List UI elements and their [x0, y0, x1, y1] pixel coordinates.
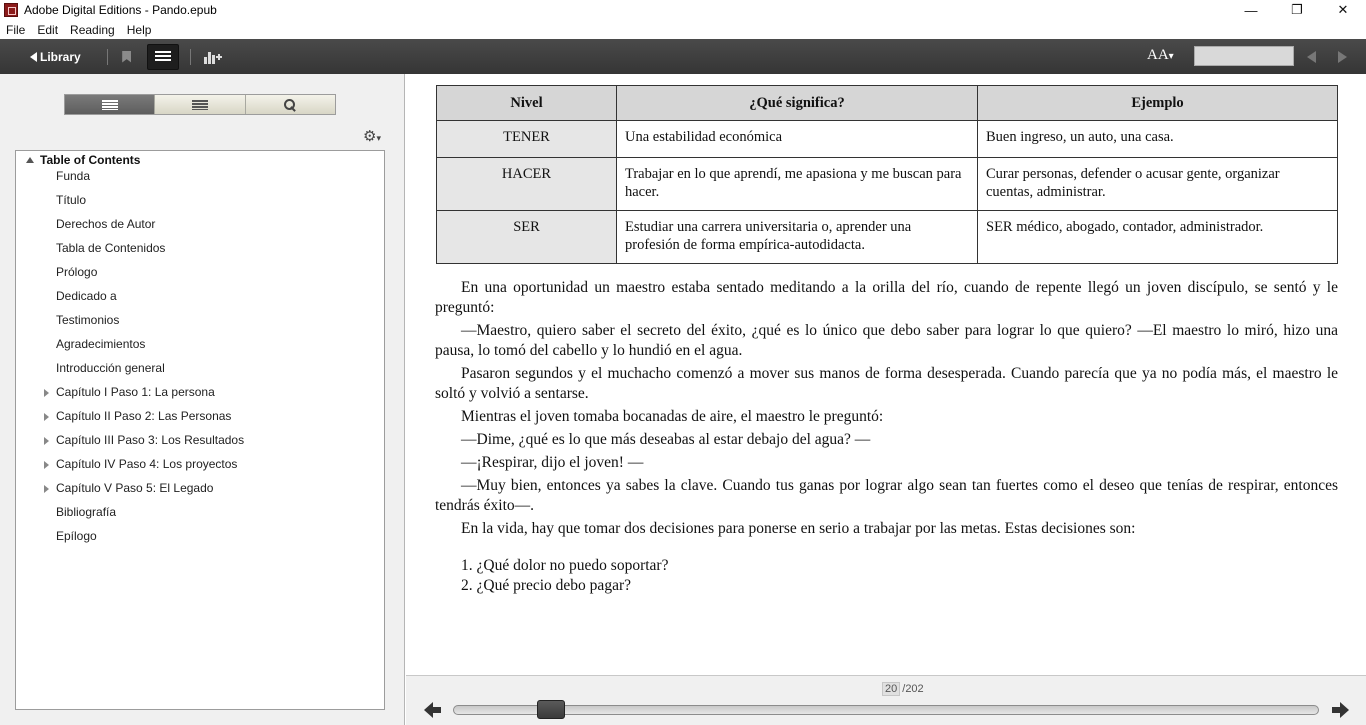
window-title: Adobe Digital Editions - Pando.epub [24, 3, 217, 17]
table-row [437, 211, 1338, 264]
body-paragraph: —Dime, ¿qué es lo que más deseabas al estar debajo del agua? — [461, 431, 871, 448]
gear-icon: ⚙ [363, 128, 377, 145]
reading-pane [406, 74, 1366, 675]
content-table [436, 85, 1338, 264]
toc-item[interactable]: Dedicado a [56, 289, 117, 303]
expand-arrow-icon[interactable] [44, 389, 49, 397]
font-size-label: AA [1147, 47, 1169, 63]
body-paragraph: —¡Respirar, dijo el joven! — [461, 454, 644, 471]
library-button[interactable] [30, 50, 81, 64]
previous-page-button[interactable] [424, 702, 442, 718]
toc-item[interactable]: Capítulo IV Paso 4: Los proyectos [56, 457, 238, 471]
window-controls [1228, 0, 1366, 20]
toc-item[interactable]: Testimonios [56, 313, 120, 327]
table-header: Ejemplo [978, 86, 1338, 121]
table-row [437, 158, 1338, 211]
library-label: Library [40, 49, 81, 64]
current-page-input[interactable]: 20 [882, 682, 900, 696]
body-paragraph: —Maestro, quiero saber el secreto del éxito, ¿qué es lo único que debo saber para lograr lo que quiero? —El maestro lo miró, hizo una pausa, lo tomó del cabello y lo hundió en el agua. [435, 322, 1338, 359]
toc-item[interactable]: Título [56, 193, 87, 207]
table-cell: Buen ingreso, un auto, una casa. [978, 121, 1338, 158]
menu-file[interactable]: File [6, 22, 26, 37]
table-header-row [437, 86, 1338, 121]
body-paragraph: —Muy bien, entonces ya sabes la clave. Cuando tus ganas por lograr algo sean tan fuertes como el deseo que tenías de respirar, entonces tendrás éxito—. [435, 477, 1338, 514]
toc-item[interactable]: Funda [56, 169, 91, 183]
bookmark-icon [122, 51, 131, 63]
list-item: 2. ¿Qué precio debo pagar? [461, 577, 631, 594]
sidebar-settings-button[interactable] [363, 127, 381, 145]
next-page-arrow-icon[interactable] [1338, 51, 1347, 63]
toolbar [0, 39, 1366, 74]
sidebar [0, 74, 405, 725]
font-size-button[interactable] [1147, 47, 1174, 64]
table-row [437, 121, 1338, 158]
page-slider-thumb[interactable] [537, 700, 565, 719]
app-logo-icon [4, 3, 18, 17]
table-cell: SER [437, 211, 617, 264]
table-header: ¿Qué significa? [617, 86, 978, 121]
table-cell: HACER [437, 158, 617, 211]
list-item: 1. ¿Qué dolor no puedo soportar? [461, 557, 669, 574]
bookmark-list-icon [192, 100, 208, 110]
toc-item[interactable]: Capítulo III Paso 3: Los Resultados [56, 433, 245, 447]
table-of-contents [15, 150, 385, 710]
chevron-down-icon: ▾ [1168, 51, 1174, 62]
toc-item[interactable]: Bibliografía [56, 505, 117, 519]
menu-edit[interactable]: Edit [37, 22, 59, 37]
expand-arrow-icon[interactable] [44, 461, 49, 469]
menu-reading[interactable]: Reading [70, 22, 115, 37]
minimize-button[interactable]: — [1244, 2, 1258, 18]
expand-arrow-icon[interactable] [44, 485, 49, 493]
toc-item[interactable]: Capítulo V Paso 5: El Legado [56, 481, 214, 495]
toc-item[interactable]: Tabla de Contenidos [56, 241, 166, 255]
body-paragraph: Mientras el joven tomaba bocanadas de aire, el maestro le preguntó: [461, 408, 884, 425]
toolbar-divider [107, 49, 108, 65]
table-cell: Estudiar una carrera universitaria o, aprender una profesión de forma empírica-autodidacta. [617, 211, 978, 264]
tab-bookmarks[interactable] [155, 95, 245, 114]
table-cell: SER médico, abogado, contador, administrador. [978, 211, 1338, 264]
expand-triangle-icon[interactable] [26, 157, 34, 163]
toc-item[interactable]: Capítulo I Paso 1: La persona [56, 385, 215, 399]
chevron-down-icon: ▾ [376, 133, 381, 143]
toc-item[interactable]: Introducción general [56, 361, 165, 375]
table-cell: TENER [437, 121, 617, 158]
expand-arrow-icon[interactable] [44, 437, 49, 445]
restore-button[interactable]: ❐ [1291, 2, 1303, 17]
search-icon [284, 99, 296, 111]
back-arrow-icon [30, 52, 37, 62]
page-indicator [882, 682, 924, 696]
toc-item[interactable]: Epílogo [56, 529, 97, 543]
toc-item[interactable]: Capítulo II Paso 2: Las Personas [56, 409, 232, 423]
body-paragraph: En una oportunidad un maestro estaba sentado meditando a la orilla del río, cuando de repente llegó un joven discípulo, se sentó y le preguntó: [435, 279, 1338, 316]
chart-add-icon [204, 50, 222, 64]
menu-help[interactable]: Help [126, 22, 152, 37]
bookmark-button[interactable] [113, 44, 141, 70]
table-cell: Trabajar en lo que aprendí, me apasiona y me buscan para hacer. [617, 158, 978, 211]
toc-item[interactable]: Agradecimientos [56, 337, 146, 351]
toc-list-icon [102, 100, 118, 110]
page-separator: / [902, 683, 906, 695]
body-paragraph: En la vida, hay que tomar dos decisiones para ponerse en serio a trabajar por las metas. Estas decisiones son: [461, 520, 1136, 537]
add-highlight-button[interactable] [199, 44, 227, 70]
tab-table-of-contents[interactable] [65, 95, 155, 114]
previous-page-arrow-icon[interactable] [1307, 51, 1316, 63]
expand-arrow-icon[interactable] [44, 413, 49, 421]
table-cell: Una estabilidad económica [617, 121, 978, 158]
toc-title: Table of Contents [40, 153, 141, 167]
toc-root[interactable] [26, 153, 140, 167]
tab-search[interactable] [246, 95, 335, 114]
next-page-button[interactable] [1331, 702, 1349, 718]
page-navigation-bar [406, 675, 1366, 725]
toc-item[interactable]: Derechos de Autor [56, 217, 156, 231]
body-paragraph: Pasaron segundos y el muchacho comenzó a mover sus manos de forma desesperada. Cuando parecía que ya no podía más, el maestro le soltó y volvió a sentarse. [435, 365, 1338, 402]
menu-bar [0, 20, 1366, 39]
toolbar-search-input[interactable] [1194, 46, 1294, 66]
page-slider-track[interactable] [453, 705, 1319, 715]
toc-toggle-button[interactable] [147, 44, 179, 70]
table-header: Nivel [437, 86, 617, 121]
total-pages: 202 [905, 683, 924, 695]
close-button[interactable]: ✕ [1337, 2, 1349, 17]
sidebar-view-switcher [64, 94, 336, 115]
list-icon [155, 51, 171, 63]
title-bar [0, 0, 1366, 20]
table-cell: Curar personas, defender o acusar gente, organizar cuentas, administrar. [978, 158, 1338, 211]
toc-item[interactable]: Prólogo [56, 265, 98, 279]
toolbar-divider [190, 49, 191, 65]
